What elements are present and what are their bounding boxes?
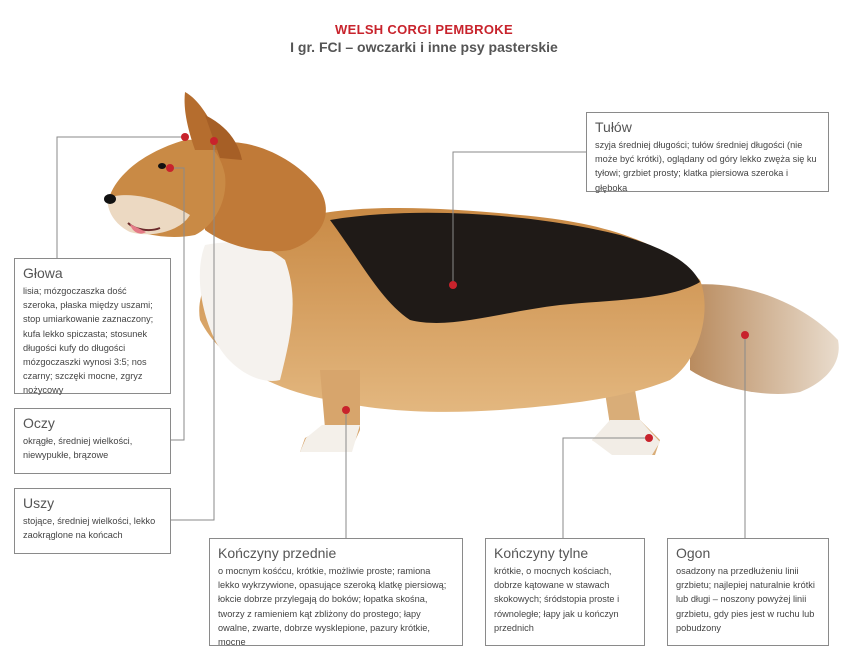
marker-eye xyxy=(166,164,174,172)
marker-head xyxy=(181,133,189,141)
info-text-ogon: osadzony na przedłużeniu linii grzbietu; najlepiej naturalnie krótki lub długi – noszony powyżej linii grzbietu, gdy pies jest w ruchu lub pobudzony xyxy=(676,566,815,633)
marker-ear xyxy=(210,137,218,145)
info-title-ogon: Ogon xyxy=(676,545,711,561)
marker-body xyxy=(449,281,457,289)
info-text-konczyny-przednie: o mocnym kośćcu, krótkie, możliwie proste; ramiona lekko wykrzywione, opasujące szeroką klatkę piersiową; łokcie dobrze przylegają do boków; łopatka skośna, tworzy z ramieniem kąt zbliżony do prostego; łapy owalne, zwarte, dobrze wysklepione, pazury krótkie, mocne xyxy=(218,566,447,648)
info-title-tulow: Tułów xyxy=(595,119,632,135)
info-box-uszy xyxy=(14,488,171,554)
marker-front-leg xyxy=(342,406,350,414)
info-title-glowa: Głowa xyxy=(23,265,63,281)
marker-tail xyxy=(741,331,749,339)
info-box-ogon xyxy=(667,538,829,646)
info-box-tulow xyxy=(586,112,829,192)
page-title: WELSH CORGI PEMBROKE xyxy=(335,22,513,37)
info-text-konczyny-tylne: krótkie, o mocnych kościach, dobrze kątowane w stawach skokowych; śródstopia proste i równoległe; łapy jak u kończyn przednich xyxy=(494,566,620,633)
info-text-glowa: lisia; mózgoczaszka dość szeroka, płaska między uszami; stop umiarkowanie zaznaczony; kufa lekko spiczasta; stosunek długości kufy do długości mózgoczaszki wynosi 3:5; nos czarny; szczęki mocne, zgryz nożycowy xyxy=(23,286,154,396)
info-text-oczy: okrągłe, średniej wielkości, niewypukłe, brązowe xyxy=(23,436,133,461)
marker-hind-leg xyxy=(645,434,653,442)
info-box-konczyny-przednie xyxy=(209,538,463,646)
info-title-uszy: Uszy xyxy=(23,495,55,511)
info-title-konczyny-przednie: Kończyny przednie xyxy=(218,545,337,561)
info-title-konczyny-tylne: Kończyny tylne xyxy=(494,545,589,561)
info-title-oczy: Oczy xyxy=(23,415,55,431)
dog-tail xyxy=(690,284,839,394)
info-box-konczyny-tylne xyxy=(485,538,645,646)
info-box-oczy xyxy=(14,408,171,474)
info-box-glowa xyxy=(14,258,171,394)
info-text-tulow: szyja średniej długości; tułów średniej długości (nie może być krótki), oglądany od góry lekko zwęża się ku tyłowi; grzbiet prosty; klatka piersiowa szeroka i głęboka xyxy=(595,140,817,193)
page-subtitle: I gr. FCI – owczarki i inne psy pasterskie xyxy=(290,39,558,55)
info-text-uszy: stojące, średniej wielkości, lekko zaokrąglone na końcach xyxy=(23,516,156,541)
